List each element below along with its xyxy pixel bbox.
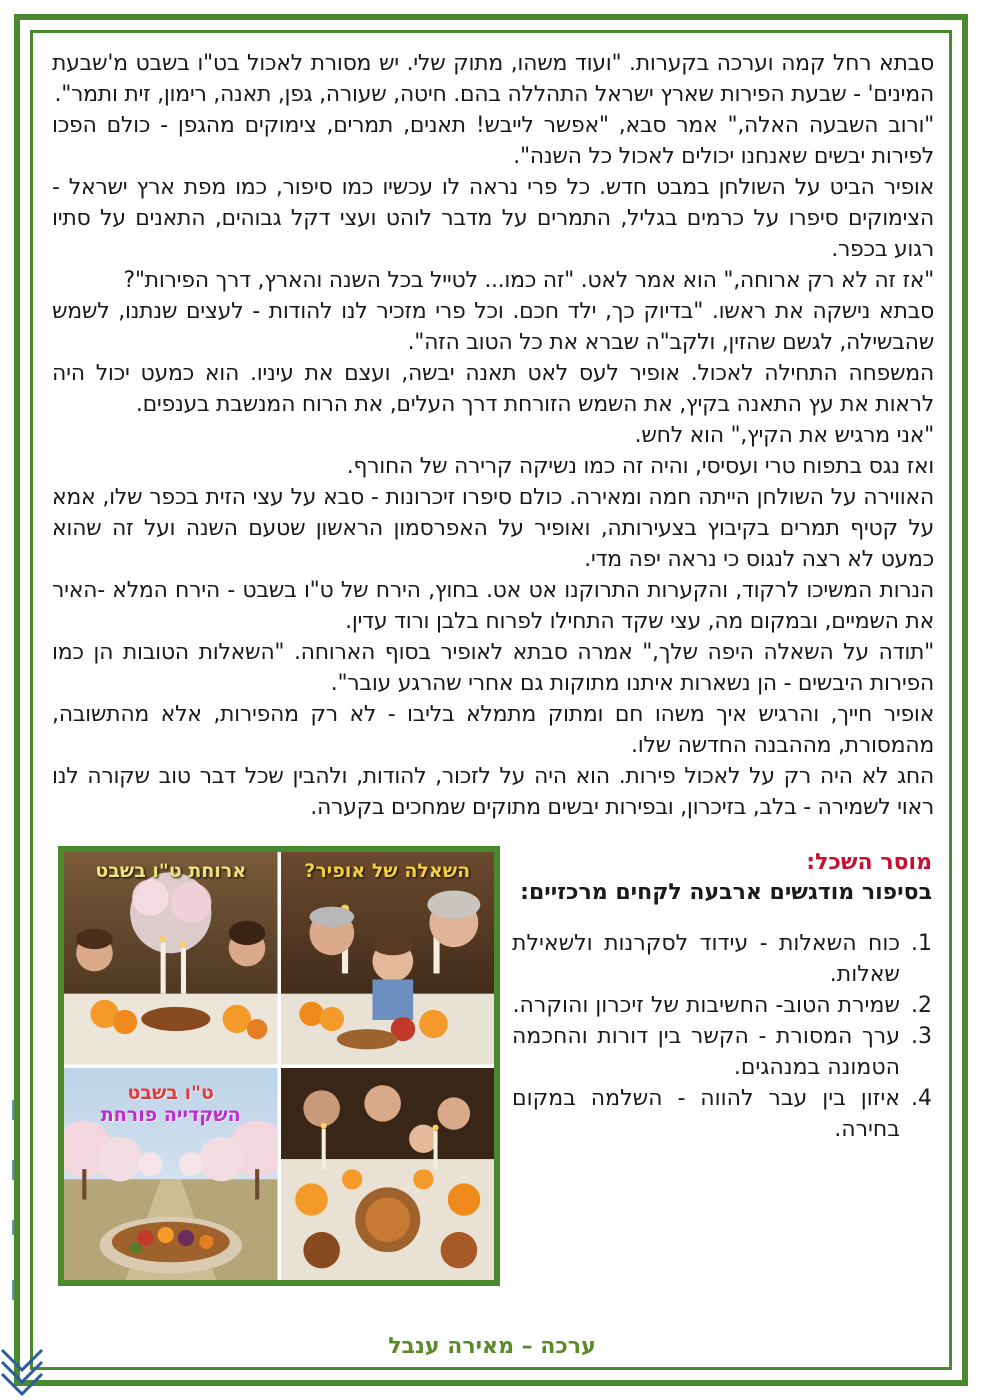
story-paragraph: סבתא רחל קמה וערכה בקערות. "ועוד משהו, מתוק שלי. יש מסורת לאכול בט"ו בשבט מ'שבעת המינים' - שבעת הפירות שארץ ישראל התהללה בהם. חיטה, שעורה, גפן, תאנה, רימון, זית ותמר". [52, 51, 934, 107]
story-paragraph: סבתא נישקה את ראשו. "בדיוק כך, ילד חכם. וכל פרי מזכיר לנו להודות - לעצים שנתנו, לשמש שהבשילה, לגשם שהזין, ולקב"ה שברא את כל הטוב הזה". [52, 299, 934, 355]
lesson-item [512, 928, 932, 990]
moral-subtitle: בסיפור מודגשים ארבעה לקחים מרכזיים: [520, 880, 932, 905]
tile-caption: השקדייה פורחת [100, 1103, 241, 1126]
tile-caption: ט"ו בשבט [127, 1081, 214, 1104]
tile-caption: השאלה של אופיר? [304, 860, 471, 882]
lesson-text: איזון בין עבר להווה - השלמה במקום בחירה. [512, 1086, 900, 1142]
moral-title: מוסר השכל: [806, 850, 932, 875]
story-paragraph: הנרות המשיכו לרקוד, והקערות התרוקנו אט אט. בחוץ, הירח של ט"ו בשבט - הירח המלא -האיר את השמיים, ובמקום מה, עצי שקד התחילו לפרוח בלבן ורוד עדין. [52, 578, 934, 634]
story-body [52, 48, 934, 823]
story-paragraph: האווירה על השולחן הייתה חמה ומאירה. כולם סיפרו זיכרונות - סבא על עצי הזית בכפר שלו, אמא על קטיף תמרים בקיבוץ בצעירותה, ואופיר על האפרסמון הראשון שטעם השנה ועל זה שהוא כמעט לא רצה לנגוס כי נראה יפה מדי. [52, 485, 934, 572]
story-paragraph: החג לא היה רק על לאכול פירות. הוא היה על לזכור, להודות, ולהבין שכל דבר טוב שקורה לנו ראוי לשמירה - בלב, בזיכרון, ובפירות יבשים מתוקים שמחכים בקערה. [52, 764, 934, 820]
illustration-family-table [281, 1068, 495, 1281]
moral-section [512, 848, 932, 1145]
story-paragraph: ואז נגס בתפוח טרי ועסיסי, והיה זה כמו נשיקה קרירה של החורף. [346, 454, 934, 479]
illustration-almond-blossom [64, 1068, 278, 1281]
illustration-tu-bishvat-dinner [64, 852, 278, 1065]
story-paragraph: "תודה על השאלה היפה שלך," אמרה סבתא לאופיר בסוף הארוחה. "השאלות הטובות הן כמו הפירות היבשים - הן נשארות איתנו מתוקות גם אחרי שהרגע עובר". [52, 640, 934, 696]
story-paragraph: המשפחה התחילה לאכול. אופיר לעס לאט תאנה יבשה, ועצם את עיניו. הוא כמעט יכול היה לראות את עץ התאנה בקיץ, את השמש הזורחת דרך העלים, את הרוח המנשבת בענפים. [52, 361, 934, 417]
lesson-number: 4. [911, 1086, 932, 1111]
story-paragraph: אופיר הביט על השולחן במבט חדש. כל פרי נראה לו עכשיו כמו סיפור, כמו מפת ארץ ישראל - הצימוקים סיפרו על כרמים בגליל, התמרים על מדבר לוהט ועצי דקל גבוהים, התאנים על סתיו רגוע בכפר. [52, 175, 934, 262]
lesson-item [512, 990, 932, 1021]
author-credit: ערכה – מאירה ענבל [388, 1334, 596, 1359]
corner-chevron-icon [0, 1346, 44, 1400]
story-paragraph: "אז זה לא רק ארוחה," הוא אמר לאט. "זה כמו... לטייל בכל השנה והארץ, דרך הפירות"? [123, 268, 934, 293]
story-paragraph: "אני מרגיש את הקיץ," הוא לחש. [634, 423, 934, 448]
tile-caption: ארוחת ט"ו בשבט [95, 860, 247, 882]
illustration-collage [58, 846, 500, 1286]
lesson-text: כוח השאלות - עידוד לסקרנות ולשאילת שאלות. [512, 931, 900, 987]
lesson-number: 2. [911, 993, 932, 1018]
lesson-number: 1. [911, 931, 932, 956]
illustration-family-question [281, 852, 495, 1065]
lesson-item [512, 1083, 932, 1145]
lessons-list [512, 928, 932, 1145]
side-decoration [8, 1100, 18, 1330]
lesson-text: שמירת הטוב- החשיבות של זיכרון והוקרה. [512, 993, 900, 1018]
lesson-number: 3. [911, 1024, 932, 1049]
story-paragraph: אופיר חייך, והרגיש איך משהו חם ומתוק מתמלא בליבו - לא רק מהפירות, אלא מהתשובה, מהמסורת, מההבנה החדשה שלו. [52, 702, 934, 758]
lesson-text: ערך המסורת - הקשר בין דורות והחכמה הטמונה במנהגים. [512, 1024, 900, 1080]
lesson-item [512, 1021, 932, 1083]
story-paragraph: "ורוב השבעה האלה," אמר סבא, "אפשר לייבש! תאנים, תמרים, צימוקים מהגפן - כולם הפכו לפירות יבשים שאנחנו יכולים לאכול כל השנה". [52, 113, 934, 169]
